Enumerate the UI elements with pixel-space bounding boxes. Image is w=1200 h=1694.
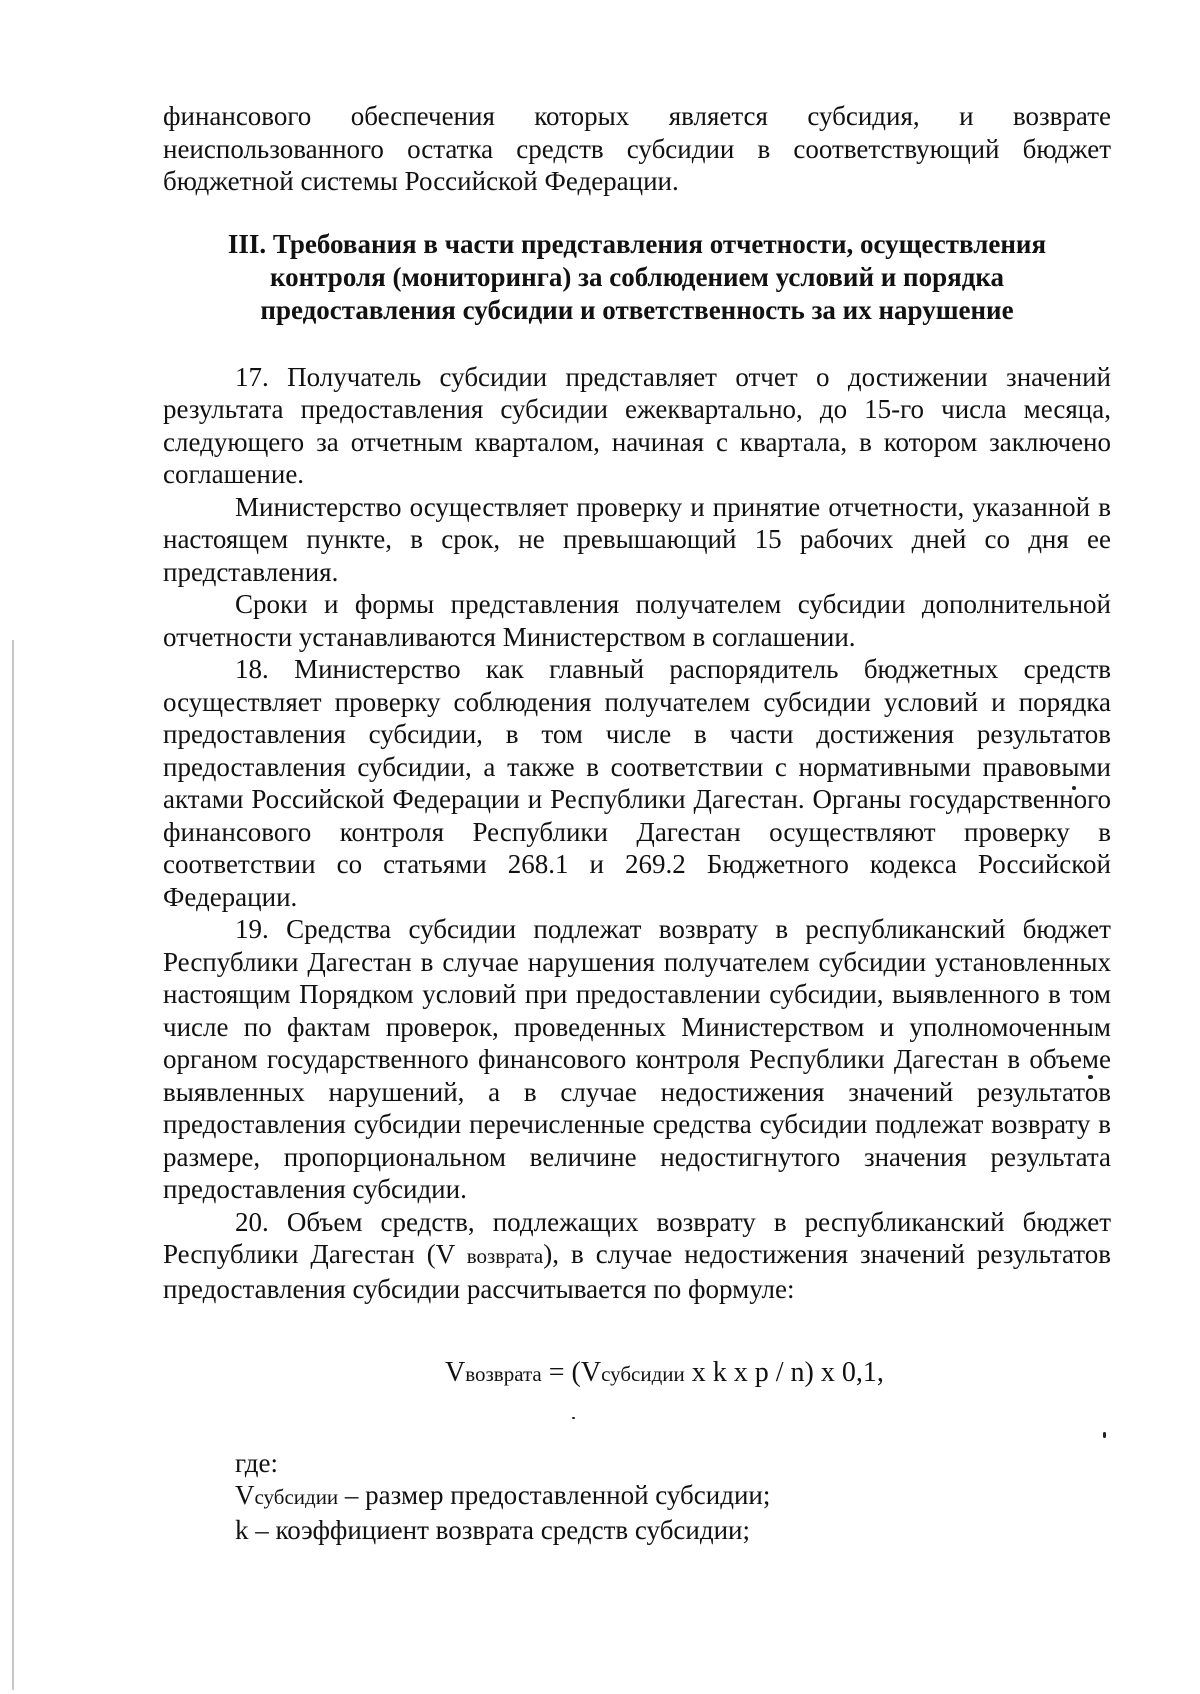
scan-margin-line (12, 640, 14, 1690)
definition-v: V (235, 1480, 255, 1510)
section-title (163, 228, 1111, 327)
definitions-where: где: (235, 1447, 278, 1478)
formula-subscript-subsidy: субсидии (601, 1362, 685, 1386)
formula-mid: = (V (541, 1357, 602, 1388)
paragraph-17: 17. Получатель субсидии представляет отчет о достижении значений результата предоставления субсидии ежеквартально, до 15-го числа месяца, следующего за отчетным кварталом, начиная с квартала, в котором заключено соглашение. (163, 361, 1111, 489)
paragraph-17-forms: Сроки и формы представления получателем субсидии дополнительной отчетности устанавливаются Министерством в соглашении. (163, 589, 1111, 652)
definition-k: k – коэффициент возврата средств субсидии; (235, 1514, 751, 1545)
formula-v: V (445, 1357, 466, 1388)
definition-v-subsidy (235, 1479, 1111, 1514)
formula-definitions (163, 1447, 1111, 1547)
definition-v-subscript: субсидии (254, 1485, 339, 1509)
paragraph-20-subscript: возврата (466, 1244, 544, 1268)
formula-rest: x k x p / n) x 0,1, (684, 1357, 884, 1388)
paragraph-17-review: Министерство осуществляет проверку и принятие отчетности, указанной в настоящем пункте, в срок, не превышающий 15 рабочих дней со дня ее представления. (163, 491, 1111, 587)
intro-paragraph: финансового обеспечения которых является субсидия, и возврате неиспользованного остатка средств субсидии в соответствующий бюджет бюджетной системы Российской Федерации. (163, 101, 1111, 196)
paragraph-19: 19. Средства субсидии подлежат возврату в республиканский бюджет Республики Дагестан в случае нарушения получателем субсидии установленных настоящим Порядком условий при предоставлении субсидии, выявленного в том числе по фактам проверок, проведенных Министерством и уполномоченным органом государственного финансового контроля Республики Дагестан в объеме выявленных нарушений, а в случае недостижения значений результатов предоставления субсидии перечисленные средства субсидии подлежат возврату в размере, пропорциональном величине недостигнутого значения результата предоставления субсидии. (163, 914, 1111, 1204)
formula-subscript-return: возврата (465, 1362, 542, 1386)
document-page (163, 100, 1111, 1546)
section-title-line: III. Требования в части представления отчетности, осуществления (227, 228, 1047, 259)
definition-v-text: – размер предоставленной субсидии; (338, 1480, 771, 1510)
section-title-line: контроля (мониторинга) за соблюдением условий и порядка (269, 261, 1005, 292)
paragraph-18: 18. Министерство как главный распорядитель бюджетных средств осуществляет проверку соблюдения получателем субсидии условий и порядка предоставления субсидии, в том числе в части достижения результатов предоставления субсидии, а также в соответствии с нормативными правовыми актами Российской Федерации и Республики Дагестан. Органы государственного финансового контроля Республики Дагестан осуществляют проверку в соответствии со статьями 268.1 и 269.2 Бюджетного кодекса Российской Федерации. (163, 654, 1111, 912)
paragraph-20 (163, 1206, 1111, 1306)
return-formula (163, 1357, 1111, 1391)
section-title-line: предоставления субсидии и ответственность за их нарушение (260, 294, 1014, 325)
paragraph-20-text: 20. Объем средств, подлежащих возврату в республиканский бюджет Республики Дагестан (V (163, 1206, 1111, 1269)
paragraph-20-text-end: ), в случае недостижения значений результатов предоставления субсидии рассчитывается по формуле: (163, 1239, 1111, 1304)
